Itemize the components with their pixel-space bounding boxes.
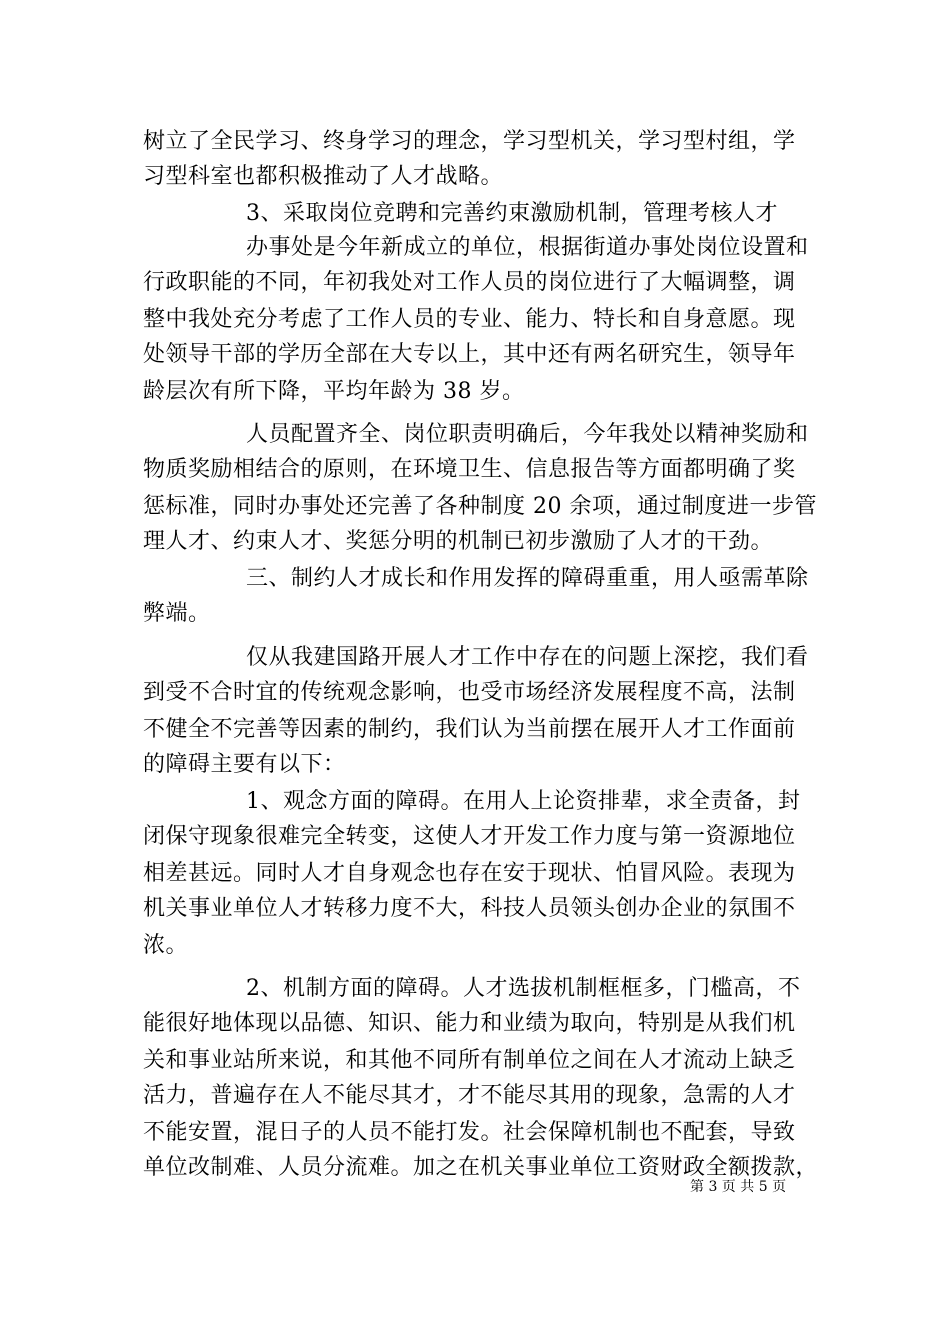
text-line: 物质奖励相结合的原则，在环境卫生、信息报告等方面都明确了奖	[143, 457, 796, 482]
section-heading: 弊端。	[143, 601, 211, 626]
text-line: 不能安置，混日子的人员不能打发。社会保障机制也不配套，导致	[143, 1120, 796, 1145]
text-line: 惩标准，同时办事处还完善了各种制度 20 余项，通过制度进一步管	[143, 494, 817, 519]
paragraph-start: 人员配置齐全、岗位职责明确后，今年我处以精神奖励和	[246, 422, 809, 447]
text-line: 关和事业站所来说，和其他不同所有制单位之间在人才流动上缺乏	[143, 1048, 796, 1073]
text-line: 机关事业单位人才转移力度不大，科技人员领头创办企业的氛围不	[143, 896, 796, 921]
paragraph-start: 办事处是今年新成立的单位，根据街道办事处岗位设置和	[246, 235, 809, 260]
page-number: 第 3 页 共 5 页	[690, 1179, 787, 1195]
text-line: 处领导干部的学历全部在大专以上，其中还有两名研究生，领导年	[143, 342, 796, 367]
text-line: 浓。	[143, 933, 189, 958]
section-heading: 3、采取岗位竞聘和完善约束激励机制，管理考核人才	[246, 201, 778, 226]
text-line: 整中我处充分考虑了工作人员的专业、能力、特长和自身意愿。现	[143, 307, 796, 332]
text-line: 活力，普遍存在人不能尽其才，才不能尽其用的现象，急需的人才	[143, 1083, 796, 1108]
text-line: 相差甚远。同时人才自身观念也存在安于现状、怕冒风险。表现为	[143, 861, 796, 886]
text-line: 行政职能的不同，年初我处对工作人员的岗位进行了大幅调整，调	[143, 270, 796, 295]
text-line: 理人才、约束人才、奖惩分明的机制已初步激励了人才的干劲。	[143, 529, 774, 554]
section-heading: 三、制约人才成长和作用发挥的障碍重重，用人亟需革除	[246, 566, 809, 591]
text-line: 单位改制难、人员分流难。加之在机关事业单位工资财政全额拨款，	[143, 1155, 819, 1180]
paragraph-start: 仅从我建国路开展人才工作中存在的问题上深挖，我们看	[246, 645, 809, 670]
text-line: 闭保守现象很难完全转变，这使人才开发工作力度与第一资源地位	[143, 824, 796, 849]
paragraph-start: 2、机制方面的障碍。人才选拔机制框框多，门槛高，不	[246, 976, 801, 1001]
text-line: 不健全不完善等因素的制约，我们认为当前摆在展开人才工作面前	[143, 717, 796, 742]
text-line: 的障碍主要有以下：	[143, 752, 346, 777]
text-line: 能很好地体现以品德、知识、能力和业绩为取向，特别是从我们机	[143, 1011, 796, 1036]
text-line: 龄层次有所下降，平均年龄为 38 岁。	[143, 379, 525, 404]
text-line: 树立了全民学习、终身学习的理念，学习型机关，学习型村组，学	[143, 129, 796, 154]
text-line: 习型科室也都积极推动了人才战略。	[143, 164, 504, 189]
text-line: 到受不合时宜的传统观念影响，也受市场经济发展程度不高，法制	[143, 680, 796, 705]
paragraph-start: 1、观念方面的障碍。在用人上论资排辈，求全责备，封	[246, 789, 801, 814]
